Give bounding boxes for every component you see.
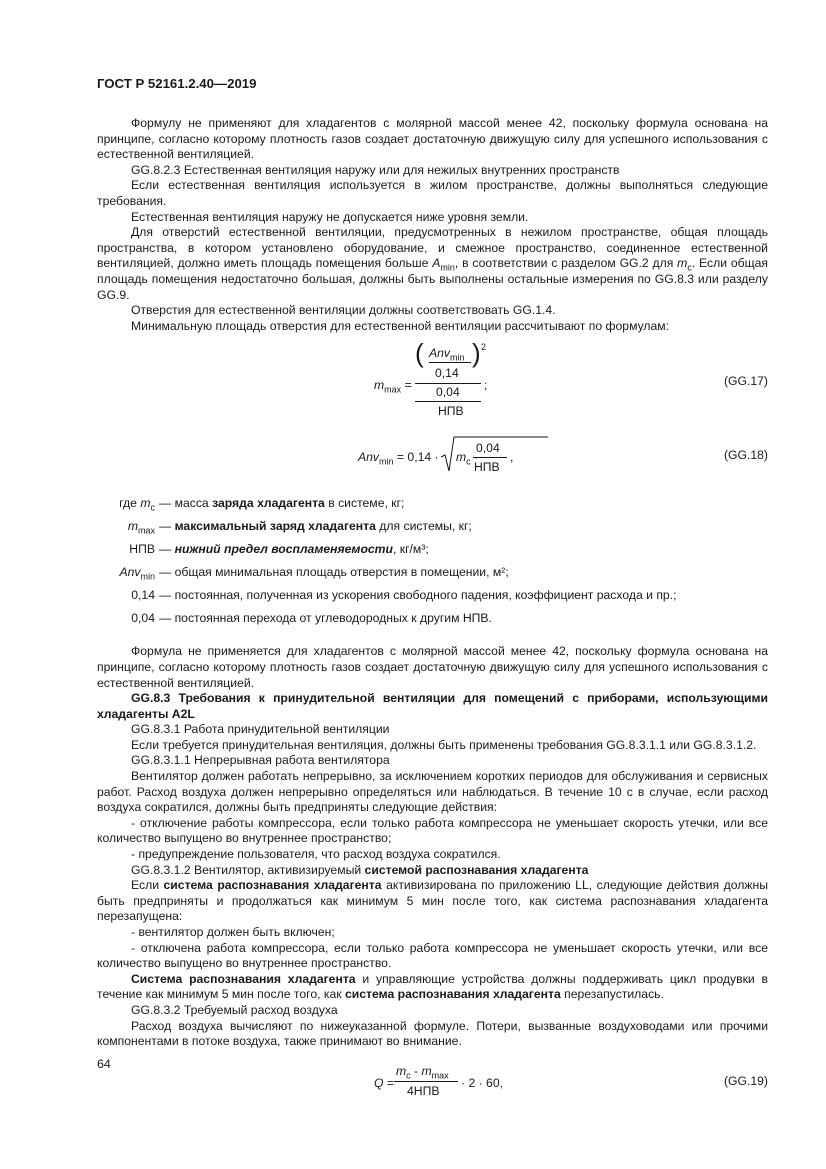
fraction-line — [394, 1081, 458, 1082]
page-header: ГОСТ Р 52161.2.40—2019 — [97, 76, 257, 91]
paragraph: Естественная вентиляция наружу не допускается ниже уровня земли. — [131, 209, 529, 224]
fraction-line — [415, 401, 481, 402]
paragraph: Расход воздуха вычисляют по нижеуказанной формуле. Потери, вызванные воздуховодами или прочими компонентами в потоке воздуха, также принимают во внимание. — [97, 1018, 768, 1049]
formula-gg17: $m_{max}$ = ( Anv$_{min}$ 0,14 ) 2 0,04 НПВ ; (GG.17) — [374, 338, 768, 419]
definitions-list — [97, 496, 768, 634]
definition-row: где $m_c$ — масса заряда хладагента в системе, кг; — [119, 496, 405, 513]
paragraph: Система распознавания хладагента и управляющие устройства должны поддерживать цикл продувки в течение как минимум 5 мин после того, как система распознавания хладагента перезапустилась. — [97, 971, 768, 1002]
paragraph: Отверстия для естественной вентиляции должны соответствовать GG.1.4. — [131, 303, 556, 318]
formula-number: (GG.19) — [723, 1073, 768, 1088]
paragraph: Если требуется принудительная вентиляция, должны быть применены требования GG.8.3.1.1 или GG.8.3.1.2. — [131, 737, 757, 752]
definition-row: $m_{max}$ — максимальный заряд хладагента для системы, кг; — [127, 519, 472, 536]
formula-gg18: Anv$_{min}$ = 0,14 · $m_c$ · 0,04 НПВ , (GG.18) — [97, 432, 768, 488]
formula-gg19: Q = $m_c - m_{max}$ 4НПВ · 2 · 60, (GG.19) — [374, 1063, 768, 1098]
definition-row: НПВ — нижний предел воспламеняемости, кг/м³; — [129, 542, 429, 557]
section-heading: GG.8.3.1 Работа принудительной вентиляции — [131, 722, 390, 737]
formula-number: (GG.17) — [723, 374, 768, 389]
fraction-line — [473, 457, 507, 458]
paragraph: Формула не применяется для хладагентов с молярной массой менее 42, поскольку формула основана на принципе, согласно которому плотность газов создает достаточную движущую силу для успешного использования с естественной вентиляцией. — [97, 644, 768, 690]
paragraph: Минимальную площадь отверстия для естественной вентиляции рассчитывают по формулам: — [131, 318, 670, 333]
list-item: - отключена работа компрессора, если только работа компрессора не уменьшает скорость утечки, или все количество выпущено во внутреннее пространство. — [97, 940, 768, 971]
definition-row: 0,14 — постоянная, полученная из ускорения свободного падения, коэффициент расхода и пр.; — [131, 588, 677, 603]
page-number: 64 — [97, 1057, 111, 1071]
section-heading: GG.8.3.1.1 Непрерывная работа вентилятора — [131, 753, 390, 768]
paragraph: Для отверстий естественной вентиляции, предусмотренных в нежилом пространстве, общая площадь пространства, в котором установлено оборудование, и смежное пространство, соединенное естественной вентиляцией, должно иметь площадь помещения больше $A_{min}$, в соответствии с разделом GG.2 для $m_c$. Если общая площадь помещения недостаточно большая, должны быть выполнены остальные измерения по GG.8.3 или разделу GG.9. — [97, 225, 768, 302]
list-item: - предупреждение пользователя, что расход воздуха сократился. — [131, 847, 501, 862]
left-paren: ( — [415, 338, 424, 369]
paragraph: Если система распознавания хладагента активизирована по приложению LL, следующие действия должны быть предприняты и продолжаться как минимум 5 мин после того, как система распознавания хладагента перезапущена: — [97, 878, 768, 924]
formula-number: (GG.18) — [723, 448, 768, 463]
right-paren: ) — [472, 338, 481, 369]
section-heading: GG.8.2.3 Естественная вентиляция наружу или для нежилых внутренних пространств — [131, 162, 620, 177]
list-item: - вентилятор должен быть включен; — [131, 925, 335, 939]
document-body — [97, 116, 768, 1108]
definition-row: Anv$_{min}$ — общая минимальная площадь отверстия в помещении, м²; — [119, 565, 509, 582]
paragraph: Если естественная вентиляция используется в жилом пространстве, должны выполняться следующие требования. — [97, 178, 768, 208]
fraction-line — [415, 383, 481, 384]
definition-row: 0,04 — постоянная перехода от углеводородных к другим НПВ. — [131, 611, 492, 626]
section-heading: GG.8.3 Требования к принудительной вентиляции для помещений с приборами, использующими хладагенты A2L — [97, 691, 768, 721]
paragraph: Формулу не применяют для хладагентов с молярной массой менее 42, поскольку формула основана на принципе, согласно которому плотность газов создает достаточную движущую силу для успешного использования с естественной вентиляцией. — [97, 116, 768, 162]
fraction-line — [429, 362, 471, 363]
paragraph: Вентилятор должен работать непрерывно, за исключением коротких периодов для обслуживания и сервисных работ. Расход воздуха должен непрерывно определяться или наблюдаться. В течение 10 с в случае, если расход воздуха сократился, должны быть предприняты следующие действия: — [97, 769, 768, 815]
section-heading: GG.8.3.1.2 Вентилятор, активизируемый системой распознавания хладагента — [131, 862, 589, 877]
section-heading: GG.8.3.2 Требуемый расход воздуха — [131, 1002, 338, 1017]
list-item: - отключение работы компрессора, если только работа компрессора не уменьшает скорость утечки, или все количество выпущено во внутреннее пространство; — [97, 815, 768, 846]
